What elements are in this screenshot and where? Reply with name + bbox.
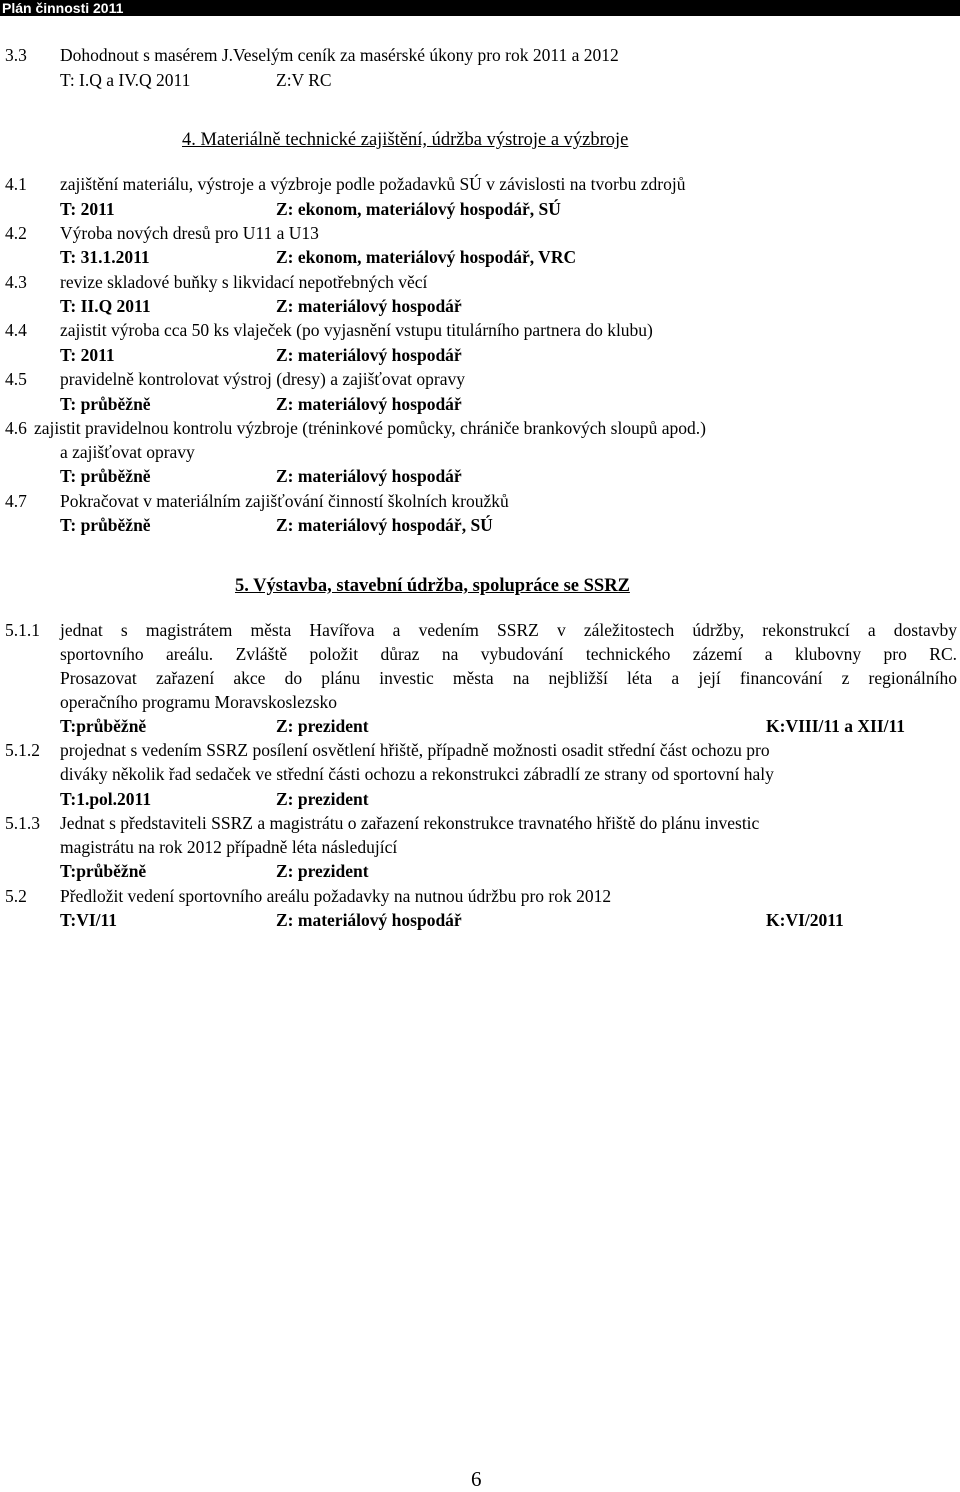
item-number: 4.1 [5,174,27,194]
item-text-line: magistrátu na rok 2012 případně léta následující [60,837,398,857]
item-number: 4.2 [5,223,27,243]
item-term: T: 2011 [60,199,115,219]
item-number: 5.1.1 [5,620,40,640]
item-number: 5.1.3 [5,813,40,833]
item-number: 4.4 [5,320,27,340]
item-number: 3.3 [5,45,27,65]
item-term: T: I.Q a IV.Q 2011 [60,70,191,90]
item-text-line: Jednat s představiteli SSRZ a magistrátu o zařazení rekonstrukce travnatého hřiště do plánu investic [60,813,760,833]
item-number: 4.5 [5,369,27,389]
item-responsible: Z: materiálový hospodář [276,296,462,316]
section-heading: 5. Výstavba, stavební údržba, spolupráce se SSRZ [235,576,630,596]
item-responsible: Z: materiálový hospodář, SÚ [276,515,493,535]
item-text: Předložit vedení sportovního areálu požadavky na nutnou údržbu pro rok 2012 [60,886,612,906]
item-number: 4.6 [5,418,27,438]
item-text: Dohodnout s masérem J.Veselým ceník za masérské úkony pro rok 2011 a 2012 [60,45,619,65]
item-term: T: II.Q 2011 [60,296,151,316]
section-heading: 4. Materiálně technické zajištění, údržba výstroje a výzbroje [182,130,629,150]
item-check: K:VI/2011 [766,910,844,930]
item-text: zajistit výroba cca 50 ks vlaječek (po vyjasnění vstupu titulárního partnera do klubu) [60,320,653,340]
item-responsible: Z: ekonom, materiálový hospodář, VRC [276,247,577,267]
item-term: T:průběžně [60,861,147,881]
item-term: T:průběžně [60,716,147,736]
item-number: 4.3 [5,272,27,292]
item-term: T: 31.1.2011 [60,247,150,267]
item-text: zajistit pravidelnou kontrolu výzbroje (tréninkové pomůcky, chrániče brankových sloupů apod.) [34,418,706,438]
item-term: T: průběžně [60,515,151,535]
item-check: K:VIII/11 a XII/11 [766,716,906,736]
item-number: 4.7 [5,491,27,511]
item-text: zajištění materiálu, výstroje a výzbroje podle požadavků SÚ v závislosti na tvorbu zdrojů [60,174,686,194]
item-term: T:VI/11 [60,910,118,930]
item-term: T:1.pol.2011 [60,789,152,809]
item-text: revize skladové buňky s likvidací nepotřebných věcí [60,272,428,292]
item-text: Pokračovat v materiálním zajišťování činností školních kroužků [60,491,509,511]
item-text: pravidelně kontrolovat výstroj (dresy) a zajišťovat opravy [60,369,465,389]
item-responsible: Z: prezident [276,716,369,736]
item-responsible: Z: materiálový hospodář [276,345,462,365]
item-text-line: sportovního areálu. Zvláště položit důraz na vybudování technického zázemí a klubovny pro RC. [60,644,957,664]
item-number: 5.2 [5,886,27,906]
item-text-line: projednat s vedením SSRZ posílení osvětlení hřiště, případně možnosti osadit střední část ochozu pro [60,740,770,760]
item-text: Výroba nových dresů pro U11 a U13 [60,223,319,243]
item-responsible: Z: materiálový hospodář [276,394,462,414]
item-text-line: operačního programu Moravskoslezsko [60,692,338,712]
item-text-line: jednat s magistrátem města Havířova a vedením SSRZ v záležitostech údržby, rekonstrukcí a dostavby [60,620,957,640]
item-text-line: Prosazovat zařazení akce do plánu investic města na nejbližší léta a její financování z regionálního [60,668,957,688]
item-responsible: Z:V RC [276,70,332,90]
item-responsible: Z: ekonom, materiálový hospodář, SÚ [276,199,561,219]
item-responsible: Z: prezident [276,861,369,881]
item-term: T: průběžně [60,466,151,486]
item-number: 5.1.2 [5,740,40,760]
item-term: T: 2011 [60,345,115,365]
item-responsible: Z: materiálový hospodář [276,466,462,486]
item-text-line: diváky několik řad sedaček ve střední části ochozu a rekonstrukci zábradlí ze strany od sportovní haly [60,764,774,784]
running-header: Plán činnosti 2011 [0,0,960,16]
item-term: T: průběžně [60,394,151,414]
page-number: 6 [471,1467,482,1491]
item-responsible: Z: prezident [276,789,369,809]
item-text-continued: a zajišťovat opravy [60,442,195,462]
item-responsible: Z: materiálový hospodář [276,910,462,930]
